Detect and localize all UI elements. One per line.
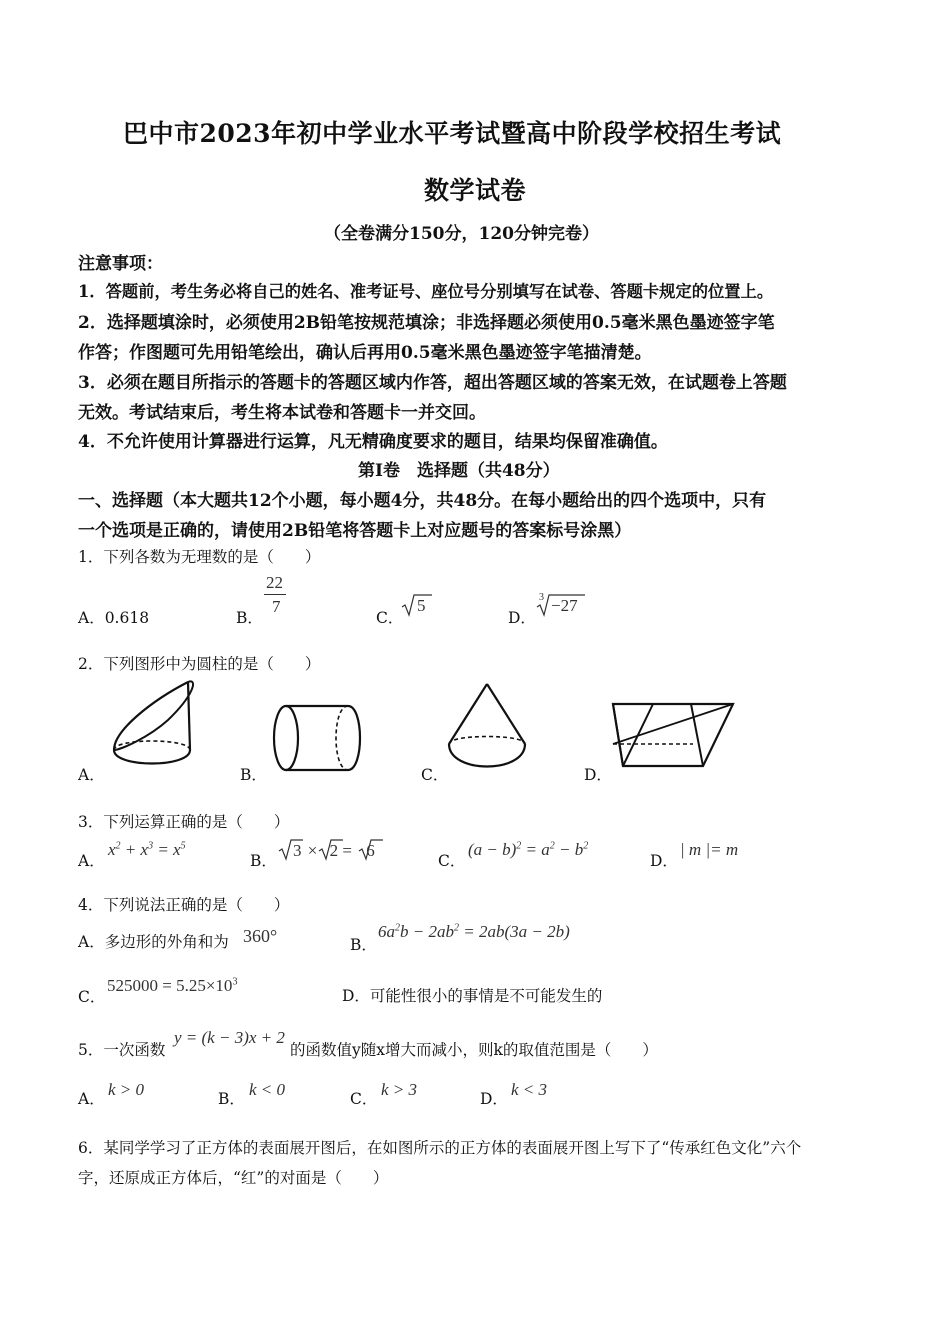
q3-a-expression: $x^2 + x^3 = x^5$: [108, 840, 186, 859]
q3-option-d: D．: [650, 852, 678, 870]
q1-option-b: B．: [236, 609, 263, 627]
notice-line: 无效。考试结束后，考生将本试卷和答题卡一并交回。: [78, 403, 486, 423]
q1-option-d: D．: [508, 609, 536, 627]
q3-option-c: C．: [438, 852, 466, 870]
notice-heading: 注意事项：: [78, 254, 163, 274]
notice-line: 3．必须在题目所指示的答题卡的答题区域内作答，超出答题区域的答案无效，在试题卷上答题: [78, 373, 787, 393]
notice-line: 作答；作图题可先用铅笔绘出，确认后再用0.5毫米黑色墨迹签字笔描清楚。: [78, 343, 652, 363]
section-title: 第I卷 选择题（共48分）: [358, 461, 560, 481]
section-intro: 一、选择题（本大题共12个小题，每小题4分，共48分。在每小题给出的四个选项中，只有: [78, 491, 767, 511]
q2-option-a: A．: [78, 766, 105, 784]
q5-d-expression: k < 3: [511, 1080, 548, 1099]
notice-line: 1．答题前，考生务必将自己的姓名、准考证号、座位号分别填写在试卷、答题卡规定的位置上。: [78, 282, 774, 301]
exam-title: 巴中市2023年初中学业水平考试暨高中阶段学校招生考试: [123, 119, 782, 148]
q4-option-c: C．: [78, 988, 106, 1006]
section-intro: 一个选项是正确的，请使用2B铅笔将答题卡上对应题号的答案标号涂黑）: [78, 521, 632, 541]
q2-figure-b-cylinder: [270, 702, 366, 774]
q1-b-numerator: 22: [266, 573, 283, 592]
q4-option-b: B．: [350, 936, 377, 954]
q3-c-expression: $(a - b)^2 = a^2 - b^2$: [468, 840, 589, 859]
q5-c-expression: k > 3: [381, 1080, 418, 1099]
question-5-stem-end: 的函数值y随x增大而减小，则k的取值范围是（ ）: [290, 1041, 658, 1059]
q2-option-d: D．: [584, 766, 612, 784]
question-4-stem: 4．下列说法正确的是（ ）: [78, 896, 290, 914]
q4-b-expression: $6a^2b - 2ab^2 = 2ab(3a - 2b)$: [378, 922, 570, 941]
q5-option-a: A．: [78, 1090, 105, 1108]
q2-figure-d-triangular-prism: [611, 700, 737, 772]
question-6-stem: 6．某同学学习了正方体的表面展开图后，在如图所示的正方体的表面展开图上写下了“传承红色文化”六个: [78, 1139, 802, 1157]
q5-b-expression: k < 0: [249, 1080, 286, 1099]
q4-a-value: 360°: [243, 926, 278, 946]
question-6-stem: 字，还原成正方体后，“红”的对面是（ ）: [78, 1169, 389, 1187]
q5-option-d: D．: [480, 1090, 508, 1108]
q2-option-b: B．: [240, 766, 267, 784]
q3-b-expression: 3 × 2 = 6: [293, 841, 375, 860]
q4-option-a: A．多边形的外角和为: [78, 933, 229, 951]
q2-figure-c-cone: [445, 680, 531, 775]
q2-figure-a-oblique-cut-cylinder: [108, 680, 198, 775]
q1-d-index: 3: [539, 592, 544, 603]
q2-option-c: C．: [421, 766, 449, 784]
q1-option-a: A．0.618: [78, 609, 150, 627]
question-5-stem-start: 5．一次函数: [78, 1041, 166, 1059]
q1-b-fraction-bar: [264, 594, 286, 595]
notice-line: 4．不允许使用计算器进行运算，凡无精确度要求的题目，结果均保留准确值。: [78, 432, 668, 452]
question-3-stem: 3．下列运算正确的是（ ）: [78, 813, 290, 831]
q1-b-denominator: 7: [272, 597, 281, 616]
q5-option-b: B．: [218, 1090, 245, 1108]
exam-subtitle: 数学试卷: [424, 176, 527, 205]
q3-option-b: B．: [250, 852, 277, 870]
q5-function: y = (k − 3)x + 2: [174, 1028, 285, 1047]
q4-option-d: D．可能性很小的事情是不可能发生的: [342, 987, 603, 1005]
question-2-stem: 2．下列图形中为圆柱的是（ ）: [78, 655, 321, 673]
q5-option-c: C．: [350, 1090, 378, 1108]
q3-d-expression: | m |= m: [680, 840, 739, 859]
q1-option-c: C．: [376, 609, 404, 627]
exam-note: （全卷满分150分，120分钟完卷）: [324, 224, 599, 244]
q4-c-expression: $525000 = 5.25\times 10^3$: [107, 976, 238, 995]
q1-d-radicand: −27: [551, 596, 578, 615]
q5-a-expression: k > 0: [108, 1080, 145, 1099]
q1-c-radicand: 5: [417, 596, 426, 615]
q3-option-a: A．: [78, 852, 105, 870]
question-1-stem: 1．下列各数为无理数的是（ ）: [78, 548, 321, 566]
notice-line: 2．选择题填涂时，必须使用2B铅笔按规范填涂；非选择题必须使用0.5毫米黑色墨迹签字笔: [78, 313, 775, 333]
